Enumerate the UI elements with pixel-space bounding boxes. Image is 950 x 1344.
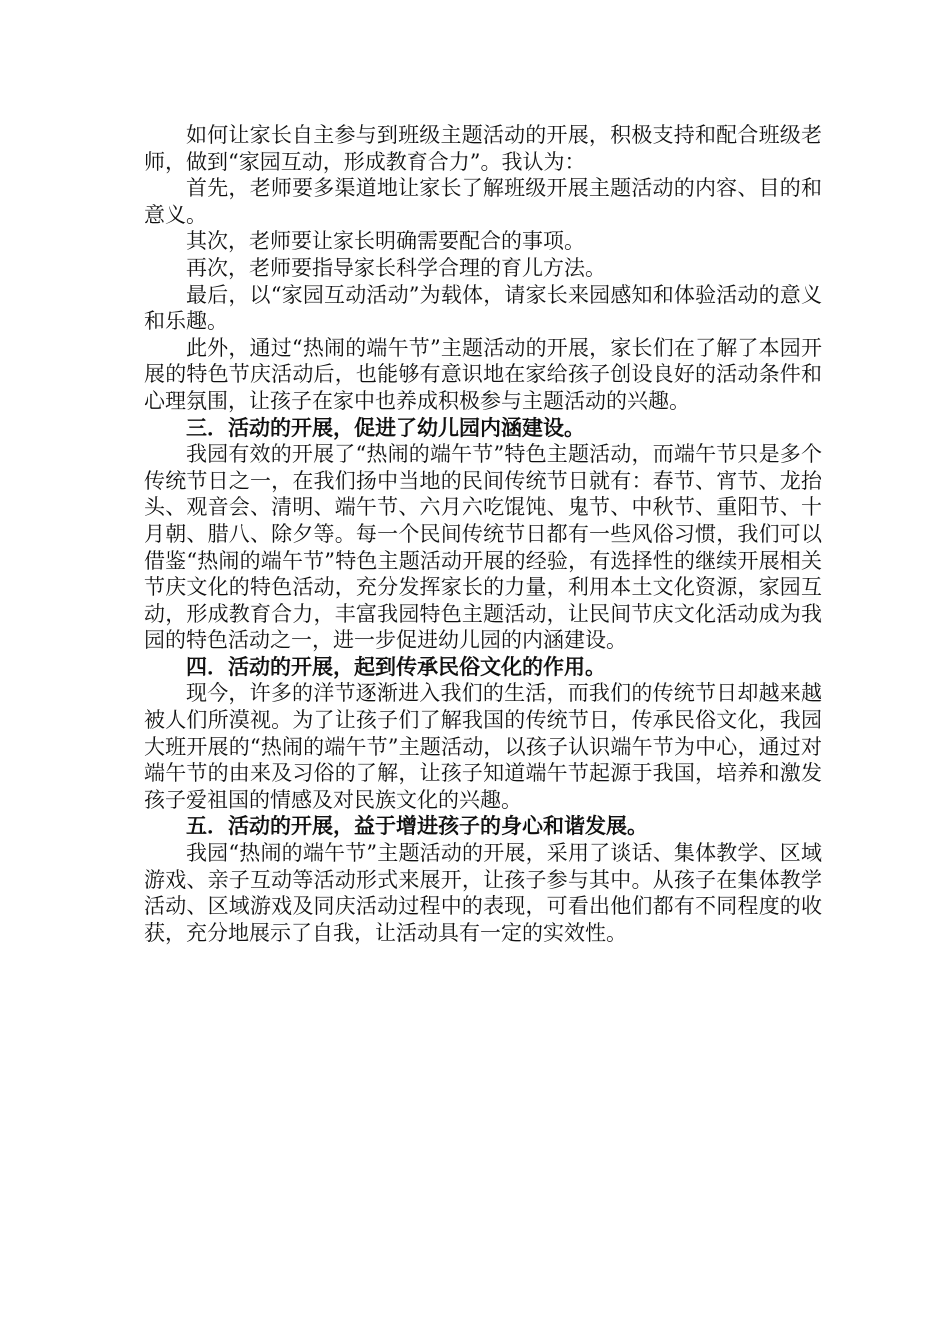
section-heading-4: 四．活动的开展，起到传承民俗文化的作用。 <box>186 653 606 679</box>
section-heading-3: 三．活动的开展，促进了幼儿园内涵建设。 <box>186 414 585 440</box>
document-body <box>144 122 822 946</box>
paragraph-intro: 如何让家长自主参与到班级主题活动的开展，积极支持和配合班级老师，做到“家园互动，形成教育合力”。我认为： <box>144 123 822 174</box>
paragraph-section-4: 现今，许多的洋节逐渐进入我们的生活，而我们的传统节日却越来越被人们所漠视。为了让孩子们了解我国的传统节日，传承民俗文化，我园大班开展的“热闹的端午节”主题活动，以孩子认识端午节为中心，通过对端午节的由来及习俗的了解，让孩子知道端午节起源于我国，培养和激发孩子爱祖国的情感及对民族文化的兴趣。 <box>144 681 822 812</box>
paragraph-first: 首先，老师要多渠道地让家长了解班级开展主题活动的内容、目的和意义。 <box>144 176 822 227</box>
paragraph-second: 其次，老师要让家长明确需要配合的事项。 <box>186 229 585 254</box>
section-heading-5: 五．活动的开展，益于增进孩子的身心和谐发展。 <box>186 813 648 839</box>
paragraph-section-3: 我园有效的开展了“热闹的端午节”特色主题活动，而端午节只是多个传统节日之一，在我们扬中当地的民间传统节日就有：春节、宵节、龙抬头、观音会、清明、端午节、六月六吃馄饨、鬼节、中秋节、重阳节、十月朝、腊八、除夕等。每一个民间传统节日都有一些风俗习惯，我们可以借鉴“热闹的端午节”特色主题活动开展的经验，有选择性的继续开展相关节庆文化的特色活动，充分发挥家长的力量，利用本土文化资源，家园互动，形成教育合力，丰富我园特色主题活动，让民间节庆文化活动成为我园的特色活动之一，进一步促进幼儿园的内涵建设。 <box>144 442 822 653</box>
paragraph-finally: 最后，以“家园互动活动”为载体，请家长来园感知和体验活动的意义和乐趣。 <box>144 282 822 334</box>
paragraph-additionally: 此外，通过“热闹的端午节”主题活动的开展，家长们在了解了本园开展的特色节庆活动后，也能够有意识地在家给孩子创设良好的活动条件和心理氛围，让孩子在家中也养成积极参与主题活动的兴趣。 <box>144 335 822 413</box>
paragraph-third: 再次，老师要指导家长科学合理的育儿方法。 <box>186 255 606 280</box>
paragraph-section-5: 我园“热闹的端午节”主题活动的开展，采用了谈话、集体教学、区域游戏、亲子互动等活动形式来展开，让孩子参与其中。从孩子在集体教学活动、区域游戏及同庆活动过程中的表现，可看出他们都有不同程度的收获，充分地展示了自我，让活动具有一定的实效性。 <box>144 841 822 945</box>
